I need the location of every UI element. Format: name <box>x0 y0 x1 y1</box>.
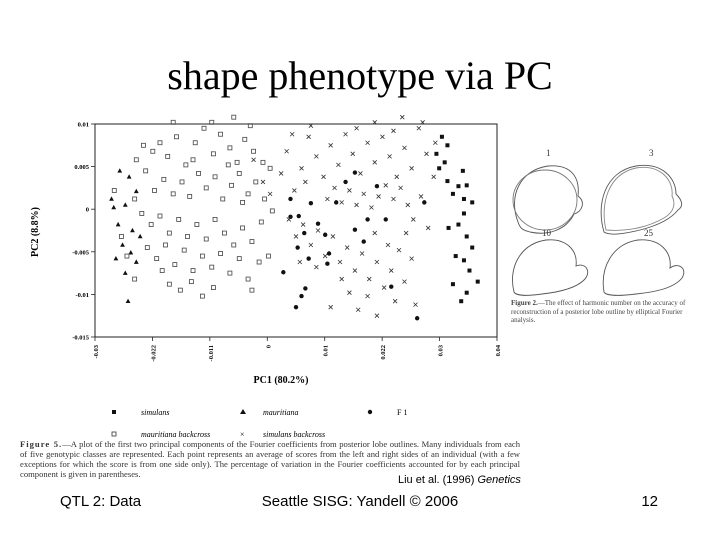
point-mauritiana-backcross <box>191 269 195 273</box>
point-mauritiana <box>109 196 114 200</box>
point-mauritiana-backcross <box>144 169 148 173</box>
point-f-1 <box>384 217 388 221</box>
point-mauritiana-backcross <box>149 223 153 227</box>
point-mauritiana-backcross <box>152 188 156 192</box>
point-f-1 <box>365 217 369 221</box>
point-mauritiana-backcross <box>268 166 272 170</box>
point-mauritiana <box>117 168 122 172</box>
point-simulans-backcross <box>386 243 390 247</box>
point-mauritiana-backcross <box>178 288 182 292</box>
point-simulans-backcross <box>402 280 406 284</box>
point-mauritiana-backcross <box>195 223 199 227</box>
point-simulans-backcross <box>355 203 359 207</box>
point-simulans-backcross <box>325 197 329 201</box>
point-simulans <box>465 291 469 295</box>
point-simulans-backcross <box>336 163 340 167</box>
point-mauritiana-backcross <box>219 252 223 256</box>
point-simulans <box>465 183 469 187</box>
figure5-legend <box>112 408 407 439</box>
point-simulans <box>461 169 465 173</box>
panel-harmonic-10 <box>512 240 587 296</box>
point-simulans-backcross <box>303 180 307 184</box>
legend-simulans-label: simulans <box>141 408 170 417</box>
x-tick-label: -0.03 <box>93 345 100 359</box>
point-f-1 <box>309 201 313 205</box>
figure2-labels <box>542 148 654 238</box>
point-mauritiana-backcross <box>259 220 263 224</box>
point-mauritiana-backcross <box>204 237 208 241</box>
point-mauritiana-backcross <box>162 177 166 181</box>
point-simulans <box>443 160 447 164</box>
point-mauritiana-backcross <box>197 171 201 175</box>
point-simulans-backcross <box>404 231 408 235</box>
point-mauritiana-backcross <box>141 143 145 147</box>
point-mauritiana <box>111 205 116 209</box>
figure5-caption-label: Figure 5. <box>20 439 63 449</box>
point-mauritiana-backcross <box>163 243 167 247</box>
point-f-1 <box>316 221 320 225</box>
point-mauritiana-backcross <box>193 141 197 145</box>
point-simulans-backcross <box>419 194 423 198</box>
point-mauritiana-backcross <box>246 277 250 281</box>
point-f-1 <box>302 231 306 235</box>
point-simulans-backcross <box>355 126 359 130</box>
point-mauritiana-backcross <box>160 269 164 273</box>
point-simulans-backcross <box>340 200 344 204</box>
point-f-1 <box>288 197 292 201</box>
point-mauritiana-backcross <box>140 211 144 215</box>
point-simulans-backcross <box>402 146 406 150</box>
point-mauritiana-backcross <box>210 265 214 269</box>
point-mauritiana-backcross <box>213 217 217 221</box>
point-simulans <box>445 179 449 183</box>
point-mauritiana-backcross <box>171 192 175 196</box>
point-simulans-backcross <box>323 254 327 258</box>
point-simulans <box>467 269 471 273</box>
panel-harmonic-25 <box>603 240 684 296</box>
point-mauritiana <box>114 256 119 260</box>
y-axis-label: PC2 (8.8%) <box>30 207 41 257</box>
legend-mauritiana-marker <box>240 409 246 414</box>
point-f-1 <box>327 251 331 255</box>
point-simulans <box>447 226 451 230</box>
point-mauritiana-backcross <box>173 263 177 267</box>
point-f-1 <box>323 233 327 237</box>
point-simulans-backcross <box>279 171 283 175</box>
point-simulans-backcross <box>366 141 370 145</box>
point-simulans-backcross <box>333 186 337 190</box>
point-mauritiana-backcross <box>134 158 138 162</box>
point-mauritiana-backcross <box>241 200 245 204</box>
point-simulans <box>470 200 474 204</box>
point-mauritiana-backcross <box>200 294 204 298</box>
point-simulans-backcross <box>375 314 379 318</box>
point-f-1 <box>343 180 347 184</box>
point-simulans <box>454 254 458 258</box>
point-simulans-backcross <box>252 158 256 162</box>
point-mauritiana-backcross <box>232 115 236 119</box>
point-mauritiana-backcross <box>226 163 230 167</box>
point-mauritiana <box>134 189 139 193</box>
point-f-1 <box>415 316 419 320</box>
point-f-1 <box>325 262 329 266</box>
point-mauritiana-backcross <box>204 186 208 190</box>
point-simulans-backcross <box>290 132 294 136</box>
y-tick-label: -0.015 <box>72 334 89 342</box>
x-tick-label: -0.022 <box>150 345 158 362</box>
point-simulans-backcross <box>411 217 415 221</box>
point-mauritiana-backcross <box>200 254 204 258</box>
point-simulans-backcross <box>294 234 298 238</box>
point-mauritiana-backcross <box>133 277 137 281</box>
point-mauritiana-backcross <box>186 234 190 238</box>
point-mauritiana-backcross <box>112 188 116 192</box>
x-axis-label: PC1 (80.2%) <box>253 375 309 386</box>
point-simulans-backcross <box>353 269 357 273</box>
point-mauritiana-backcross <box>235 160 239 164</box>
point-simulans-backcross <box>314 154 318 158</box>
point-mauritiana-backcross <box>241 226 245 230</box>
point-simulans <box>445 143 449 147</box>
point-simulans-backcross <box>382 286 386 290</box>
point-simulans-backcross <box>391 129 395 133</box>
point-f-1 <box>422 200 426 204</box>
point-mauritiana-backcross <box>155 257 159 261</box>
point-simulans-backcross <box>351 152 355 156</box>
point-mauritiana-backcross <box>177 217 181 221</box>
point-simulans <box>451 282 455 286</box>
x-tick-label: -0.011 <box>207 345 215 362</box>
point-f-1 <box>353 170 357 174</box>
point-f-1 <box>353 227 357 231</box>
legend-f1-label: F 1 <box>397 408 408 417</box>
point-mauritiana-backcross <box>180 180 184 184</box>
legend-f1-marker <box>368 410 372 414</box>
point-simulans-backcross <box>400 115 404 119</box>
point-simulans-backcross <box>358 171 362 175</box>
legend-mauritiana-backcross-label: mauritiana backcross <box>141 430 211 439</box>
point-simulans-backcross <box>340 277 344 281</box>
point-simulans-backcross <box>426 226 430 230</box>
point-simulans-backcross <box>410 166 414 170</box>
point-mauritiana <box>126 299 131 303</box>
figure2-panels <box>512 165 683 295</box>
point-mauritiana-backcross <box>237 171 241 175</box>
point-simulans <box>456 184 460 188</box>
y-tick-label: -0.005 <box>72 249 89 257</box>
point-mauritiana-backcross <box>184 163 188 167</box>
point-mauritiana-backcross <box>252 149 256 153</box>
point-simulans-backcross <box>389 269 393 273</box>
point-mauritiana-backcross <box>175 135 179 139</box>
panel-label-1: 1 <box>546 148 551 158</box>
point-mauritiana-backcross <box>257 260 261 264</box>
point-simulans-backcross <box>367 277 371 281</box>
point-mauritiana-backcross <box>191 158 195 162</box>
point-simulans <box>456 223 460 227</box>
point-mauritiana-backcross <box>125 254 129 258</box>
point-mauritiana-backcross <box>158 141 162 145</box>
point-mauritiana-backcross <box>158 214 162 218</box>
x-tick-label: 0.03 <box>437 345 445 357</box>
point-f-1 <box>295 245 299 249</box>
point-simulans-backcross <box>395 175 399 179</box>
point-mauritiana-backcross <box>250 288 254 292</box>
point-mauritiana-backcross <box>246 192 250 196</box>
point-mauritiana-backcross <box>202 126 206 130</box>
point-simulans <box>470 246 474 250</box>
point-mauritiana <box>127 174 132 178</box>
legend-simulans-backcross-label: simulans backcross <box>263 430 326 439</box>
point-simulans-backcross <box>298 260 302 264</box>
y-tick-label: 0.005 <box>74 164 89 172</box>
point-simulans-backcross <box>366 294 370 298</box>
point-simulans-backcross <box>384 183 388 187</box>
point-f-1 <box>297 214 301 218</box>
point-simulans-backcross <box>301 223 305 227</box>
point-mauritiana <box>130 228 135 232</box>
point-simulans-backcross <box>373 160 377 164</box>
point-simulans-backcross <box>369 205 373 209</box>
legend-simulans-backcross-marker: × <box>240 430 245 439</box>
point-simulans-backcross <box>292 188 296 192</box>
point-simulans-backcross <box>344 132 348 136</box>
citation <box>398 474 521 486</box>
point-mauritiana <box>138 234 143 238</box>
slide-title: shape phenotype via PC <box>167 53 553 98</box>
point-mauritiana-backcross <box>228 146 232 150</box>
point-simulans-backcross <box>329 305 333 309</box>
point-mauritiana-backcross <box>188 194 192 198</box>
point-mauritiana-backcross <box>213 175 217 179</box>
point-simulans <box>437 166 441 170</box>
point-simulans <box>434 152 438 156</box>
point-simulans-backcross <box>399 186 403 190</box>
point-simulans <box>462 258 466 262</box>
point-mauritiana-backcross <box>211 286 215 290</box>
point-mauritiana-backcross <box>166 154 170 158</box>
point-simulans-backcross <box>316 229 320 233</box>
panel-label-25: 25 <box>644 228 653 238</box>
point-f-1 <box>288 215 292 219</box>
point-simulans-backcross <box>432 175 436 179</box>
point-simulans-backcross <box>329 143 333 147</box>
point-simulans <box>459 299 463 303</box>
point-mauritiana-backcross <box>211 152 215 156</box>
panel-harmonic-1 <box>513 166 582 233</box>
point-simulans-backcross <box>268 192 272 196</box>
point-simulans-backcross <box>309 243 313 247</box>
panel-harmonic-3 <box>601 165 682 234</box>
point-f-1 <box>306 256 310 260</box>
point-simulans <box>451 192 455 196</box>
point-simulans-backcross <box>380 135 384 139</box>
point-f-1 <box>294 305 298 309</box>
point-f-1 <box>303 286 307 290</box>
point-simulans-backcross <box>413 303 417 307</box>
point-mauritiana-backcross <box>222 231 226 235</box>
figure2-caption-label: Figure 2. <box>511 299 538 307</box>
legend-simulans-marker <box>112 410 116 414</box>
point-mauritiana <box>123 271 128 275</box>
legend-mauritiana-backcross-marker <box>112 432 116 436</box>
figure5-plot <box>30 115 502 386</box>
point-simulans-backcross <box>347 291 351 295</box>
point-simulans <box>462 211 466 215</box>
point-mauritiana-backcross <box>221 197 225 201</box>
point-simulans <box>476 280 480 284</box>
point-mauritiana-backcross <box>266 254 270 258</box>
point-simulans-backcross <box>375 260 379 264</box>
panel-label-10: 10 <box>542 228 551 238</box>
point-mauritiana-backcross <box>230 183 234 187</box>
point-f-1 <box>389 285 393 289</box>
y-tick-label: -0.01 <box>75 291 89 299</box>
panel-label-3: 3 <box>649 148 654 158</box>
point-mauritiana <box>123 202 128 206</box>
point-mauritiana-backcross <box>182 248 186 252</box>
point-simulans <box>465 234 469 238</box>
point-simulans-backcross <box>347 188 351 192</box>
point-simulans-backcross <box>356 308 360 312</box>
point-simulans-backcross <box>331 234 335 238</box>
point-mauritiana-backcross <box>228 271 232 275</box>
data-points <box>109 115 480 320</box>
point-simulans-backcross <box>377 194 381 198</box>
y-tick-label: 0.01 <box>77 121 89 129</box>
point-simulans-backcross <box>393 299 397 303</box>
point-simulans-backcross <box>388 154 392 158</box>
point-mauritiana-backcross <box>119 234 123 238</box>
point-mauritiana-backcross <box>243 137 247 141</box>
point-mauritiana <box>116 222 121 226</box>
point-mauritiana-backcross <box>167 231 171 235</box>
point-simulans-backcross <box>314 265 318 269</box>
point-mauritiana-backcross <box>189 280 193 284</box>
figure5-caption <box>20 439 520 479</box>
point-mauritiana-backcross <box>151 149 155 153</box>
point-simulans-backcross <box>300 166 304 170</box>
point-simulans-backcross <box>322 175 326 179</box>
point-f-1 <box>281 270 285 274</box>
point-simulans-backcross <box>362 192 366 196</box>
point-f-1 <box>362 239 366 243</box>
point-simulans <box>440 135 444 139</box>
x-tick-label: 0.04 <box>495 345 502 357</box>
point-mauritiana-backcross <box>219 132 223 136</box>
point-mauritiana-backcross <box>145 246 149 250</box>
point-mauritiana <box>134 259 139 263</box>
point-simulans <box>462 197 466 201</box>
point-mauritiana-backcross <box>167 282 171 286</box>
point-mauritiana-backcross <box>237 257 241 261</box>
point-simulans-backcross <box>345 246 349 250</box>
point-f-1 <box>299 294 303 298</box>
point-mauritiana <box>120 242 125 246</box>
point-simulans-backcross <box>261 180 265 184</box>
figure5-caption-text: —A plot of the first two principal components of the Fourier coefficients from posterior lobe outlines. Many individuals from each of five genotypic classes are represented. Each point represents an average of scores from the left and right sides of an individual (with a few exceptions for which the score is from one side only). The percentage of variation in the Fourier coefficients accounted for by each principal component is given in parentheses. <box>20 439 520 479</box>
point-simulans-backcross <box>410 257 414 261</box>
point-simulans-backcross <box>425 152 429 156</box>
point-f-1 <box>334 200 338 204</box>
point-mauritiana-backcross <box>232 243 236 247</box>
point-simulans-backcross <box>307 135 311 139</box>
point-mauritiana-backcross <box>270 209 274 213</box>
point-simulans-backcross <box>433 141 437 145</box>
x-tick-label: 0 <box>265 345 273 349</box>
citation-authors: Liu et al. (1996) <box>398 474 475 486</box>
citation-journal: Genetics <box>477 474 521 486</box>
point-mauritiana-backcross <box>133 197 137 201</box>
x-tick-label: 0.022 <box>380 345 388 360</box>
point-f-1 <box>375 184 379 188</box>
y-tick-label: 0 <box>85 206 89 214</box>
point-simulans-backcross <box>406 203 410 207</box>
legend-mauritiana-label: mauritiana <box>263 408 299 417</box>
point-simulans-backcross <box>417 126 421 130</box>
point-mauritiana-backcross <box>250 240 254 244</box>
point-simulans-backcross <box>391 197 395 201</box>
figure2-caption-text: —The effect of harmonic number on the accuracy of reconstruction of a posterior lobe outline by elliptical Fourier analysis. <box>511 299 686 324</box>
point-simulans-backcross <box>360 252 364 256</box>
point-simulans-backcross <box>338 260 342 264</box>
point-mauritiana-backcross <box>254 180 258 184</box>
slide-number: 12 <box>641 493 658 510</box>
point-simulans-backcross <box>397 248 401 252</box>
footer-left: QTL 2: Data <box>60 493 142 510</box>
x-tick-label: 0.01 <box>322 345 330 357</box>
figure2-caption <box>511 299 707 325</box>
point-mauritiana-backcross <box>263 197 267 201</box>
point-simulans-backcross <box>373 231 377 235</box>
point-simulans-backcross <box>285 149 289 153</box>
point-mauritiana-backcross <box>261 160 265 164</box>
footer-center: Seattle SISG: Yandell © 2006 <box>261 493 459 510</box>
